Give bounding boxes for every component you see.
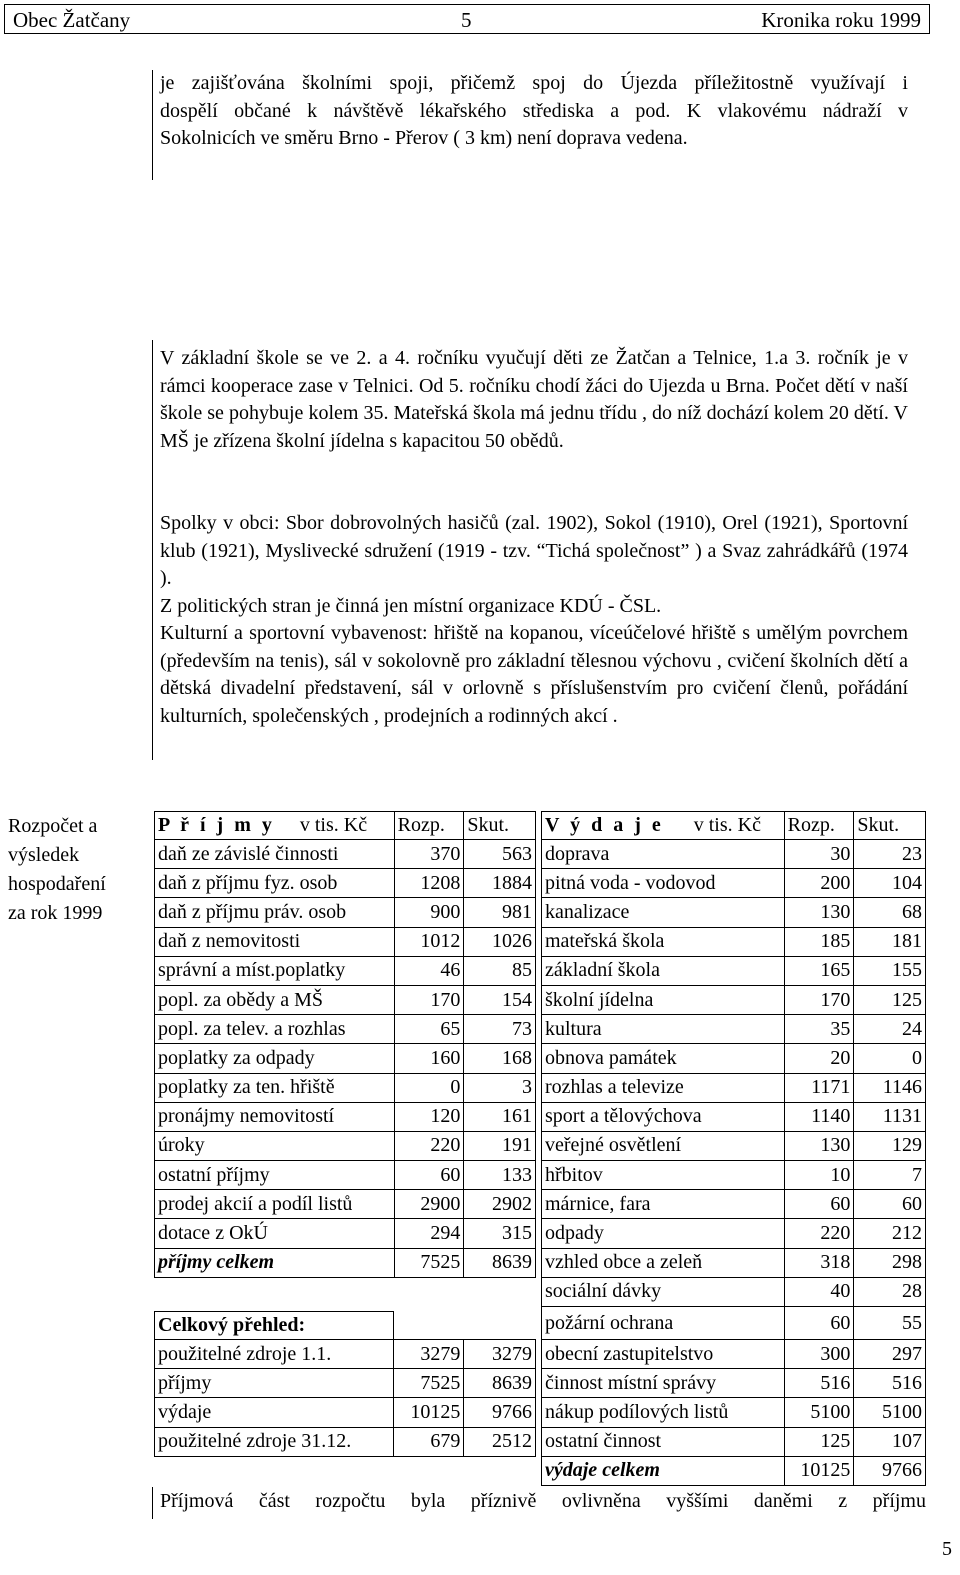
- expense-skut: 155: [854, 956, 926, 985]
- income-row: [155, 1044, 536, 1073]
- income-rozp: 370: [394, 840, 464, 869]
- expense-skut: 7: [854, 1161, 926, 1190]
- expense-rozp: 516: [784, 1369, 854, 1398]
- header-chronicle-title: Kronika roku 1999: [761, 8, 921, 32]
- overview-skut: 9766: [464, 1398, 536, 1427]
- income-item: popl. za telev. a rozhlas: [155, 1015, 395, 1044]
- income-rozp: 60: [394, 1161, 464, 1190]
- income-skut: 3: [464, 1073, 536, 1102]
- income-skut: 981: [464, 898, 536, 927]
- expense-rozp: 40: [784, 1277, 854, 1306]
- expense-rozp: 35: [784, 1015, 854, 1044]
- expense-item: školní jídelna: [542, 985, 785, 1014]
- expense-rozp: 30: [784, 840, 854, 869]
- expense-rozp: 1140: [784, 1102, 854, 1131]
- income-item: daň z příjmu fyz. osob: [155, 869, 395, 898]
- income-row: [155, 1161, 536, 1190]
- income-item: daň z příjmu práv. osob: [155, 898, 395, 927]
- expense-header-title: V ý d a j e v tis. Kč: [542, 812, 785, 840]
- expense-item: obecní zastupitelstvo: [542, 1340, 785, 1369]
- income-rozp: 1208: [394, 869, 464, 898]
- clubs-text: Spolky v obci: Sbor dobrovolných hasičů (zal. 1902), Sokol (1910), Orel (1921), Sportovní klub (1921), Myslivecké sdružení (1919 - tzv. “Tichá společnost” ) a Svaz zahrádkářů (1974 ).: [160, 512, 908, 589]
- expense-header-skut: Skut.: [854, 812, 926, 840]
- expense-row: [542, 1427, 926, 1456]
- expense-item: veřejné osvětlení: [542, 1131, 785, 1160]
- expense-rozp: 220: [784, 1219, 854, 1248]
- expense-item: márnice, fara: [542, 1190, 785, 1219]
- expense-item: vzhled obce a zeleň: [542, 1248, 785, 1277]
- expense-row: [542, 1219, 926, 1248]
- income-row: [155, 985, 536, 1014]
- expense-skut: 24: [854, 1015, 926, 1044]
- income-rozp: 0: [394, 1073, 464, 1102]
- income-skut: 1884: [464, 869, 536, 898]
- margin-line: [152, 70, 153, 180]
- income-item: příjmy celkem: [155, 1248, 395, 1277]
- expense-rozp: 165: [784, 956, 854, 985]
- income-row: [155, 1131, 536, 1160]
- expense-skut: 516: [854, 1369, 926, 1398]
- expense-row: [542, 985, 926, 1014]
- expense-rozp: 300: [784, 1340, 854, 1369]
- income-skut: 85: [464, 956, 536, 985]
- header-page-number: 5: [461, 8, 472, 32]
- income-row: [155, 840, 536, 869]
- header-village: Obec Žatčany: [13, 8, 131, 32]
- expense-skut: 23: [854, 840, 926, 869]
- expense-rozp: 170: [784, 985, 854, 1014]
- expense-row: [542, 956, 926, 985]
- income-item: poplatky za ten. hřiště: [155, 1073, 395, 1102]
- overview-rozp: 10125: [394, 1398, 464, 1427]
- expense-row: [542, 1044, 926, 1073]
- expense-skut: 0: [854, 1044, 926, 1073]
- overview-item: použitelné zdroje 31.12.: [155, 1427, 394, 1456]
- expense-rozp: 60: [784, 1190, 854, 1219]
- overview-item: použitelné zdroje 1.1.: [155, 1340, 394, 1369]
- income-rozp: 7525: [394, 1248, 464, 1277]
- expense-row: [542, 1131, 926, 1160]
- expense-item: nákup podílových listů: [542, 1398, 785, 1427]
- expense-skut: 107: [854, 1427, 926, 1456]
- expense-row: [542, 1456, 926, 1485]
- school-text: V základní škole se ve 2. a 4. ročníku vyučují děti ze Žatčan a Telnice, 1.a 3. ročník je v rámci kooperace zase v Telnici. Od 5. ročníku chodí žáci do Ujezda u Brna. Počet dětí v naší škole se pohybuje kolem 35. Mateřská škola má jednu třídu , do níž dochází kolem 20 dětí. V MŠ je zřízena školní jídelna s kapacitou 50 obědů.: [160, 347, 908, 452]
- income-table: [154, 811, 536, 1278]
- expense-item: mateřská škola: [542, 927, 785, 956]
- income-rozp: 294: [394, 1219, 464, 1248]
- income-skut: 133: [464, 1161, 536, 1190]
- income-item: úroky: [155, 1131, 395, 1160]
- expense-row: [542, 1340, 926, 1369]
- intro-line: je zajišťována školními spoji, přičemž spoj do Újezda příležitostně využívají i: [160, 72, 908, 94]
- income-skut: 1026: [464, 927, 536, 956]
- expense-item: kultura: [542, 1015, 785, 1044]
- income-item: daň z nemovitosti: [155, 927, 395, 956]
- expense-rozp: 125: [784, 1427, 854, 1456]
- expense-item: ostatní činnost: [542, 1427, 785, 1456]
- school-paragraph: [160, 345, 908, 455]
- expense-rozp: 5100: [784, 1398, 854, 1427]
- expense-skut: 1146: [854, 1073, 926, 1102]
- expense-header-rozp: Rozp.: [784, 812, 854, 840]
- income-skut: 563: [464, 840, 536, 869]
- income-row: [155, 1102, 536, 1131]
- margin-line: [152, 1487, 153, 1519]
- expense-rozp: 200: [784, 869, 854, 898]
- overview-table: [154, 1311, 536, 1457]
- expense-item: hřbitov: [542, 1161, 785, 1190]
- expense-item: doprava: [542, 840, 785, 869]
- income-row: [155, 1015, 536, 1044]
- overview-row: [155, 1369, 536, 1398]
- income-rozp: 1012: [394, 927, 464, 956]
- margin-line: [152, 340, 153, 760]
- income-row: [155, 956, 536, 985]
- expense-row: [542, 1248, 926, 1277]
- expense-item: kanalizace: [542, 898, 785, 927]
- expense-row: [542, 1015, 926, 1044]
- expense-table: [541, 811, 926, 1486]
- expense-skut: 5100: [854, 1398, 926, 1427]
- expense-row: [542, 1102, 926, 1131]
- income-item: daň ze závislé činnosti: [155, 840, 395, 869]
- expense-skut: 212: [854, 1219, 926, 1248]
- expense-skut: 297: [854, 1340, 926, 1369]
- income-header-rozp: Rozp.: [394, 812, 464, 840]
- expense-skut: 181: [854, 927, 926, 956]
- income-rozp: 170: [394, 985, 464, 1014]
- side-label-line: výsledek: [8, 844, 80, 866]
- income-item: popl. za obědy a MŠ: [155, 985, 395, 1014]
- intro-line: Sokolnicích ve směru Brno - Přerov ( 3 km) není doprava vedena.: [160, 127, 688, 149]
- income-row: [155, 927, 536, 956]
- politics-text: Z politických stran je činná jen místní organizace KDÚ - ČSL.: [160, 594, 662, 617]
- overview-skut: 8639: [464, 1369, 536, 1398]
- expense-skut: 129: [854, 1131, 926, 1160]
- expense-skut: 9766: [854, 1456, 926, 1485]
- overview-row: [155, 1340, 536, 1369]
- closing-paragraph: [160, 1488, 926, 1516]
- expense-item: sport a tělovýchova: [542, 1102, 785, 1131]
- income-skut: 73: [464, 1015, 536, 1044]
- side-label-line: hospodaření: [8, 873, 106, 895]
- expense-item: odpady: [542, 1219, 785, 1248]
- overview-item: výdaje: [155, 1398, 394, 1427]
- clubs-paragraph: [160, 510, 908, 730]
- culture-text: Kulturní a sportovní vybavenost: hřiště na kopanou, víceúčelové hřiště s umělým povrchem (především na tenis), sál v sokolovně pro základní tělesnou výchovu , cvičení školních dětí a dětská divadelní představení, sál v orlovně s příslušenstvím pro cvičení členů, pořádání kulturních, společenských , prodejních a rodinných akcí .: [160, 622, 908, 727]
- expense-item: základní škola: [542, 956, 785, 985]
- expense-item: požární ochrana: [542, 1307, 785, 1340]
- overview-row: [155, 1398, 536, 1427]
- income-header-title: P ř í j m y v tis. Kč: [155, 812, 395, 840]
- side-label-line: Rozpočet a: [8, 815, 98, 837]
- income-rozp: 2900: [394, 1190, 464, 1219]
- overview-item: příjmy: [155, 1369, 394, 1398]
- expense-skut: 55: [854, 1307, 926, 1340]
- expense-row: [542, 1369, 926, 1398]
- expense-rozp: 60: [784, 1307, 854, 1340]
- income-row: [155, 1219, 536, 1248]
- expense-row: [542, 1190, 926, 1219]
- income-rozp: 900: [394, 898, 464, 927]
- income-row: [155, 869, 536, 898]
- overview-rozp: 7525: [394, 1369, 464, 1398]
- income-rozp: 46: [394, 956, 464, 985]
- expense-item: obnova památek: [542, 1044, 785, 1073]
- expense-item: činnost místní správy: [542, 1369, 785, 1398]
- expense-skut: 125: [854, 985, 926, 1014]
- income-item: správní a míst.poplatky: [155, 956, 395, 985]
- income-row: [155, 1248, 536, 1277]
- expense-rozp: 20: [784, 1044, 854, 1073]
- side-label-line: za rok 1999: [8, 902, 103, 924]
- expense-skut: 60: [854, 1190, 926, 1219]
- expense-rozp: 130: [784, 898, 854, 927]
- income-header-row: [155, 812, 536, 840]
- overview-skut: 2512: [464, 1427, 536, 1456]
- income-row: [155, 1190, 536, 1219]
- closing-text: Příjmová část rozpočtu byla příznivě ovlivněna vyššími daněmi z příjmu: [160, 1490, 926, 1512]
- expense-row: [542, 1277, 926, 1306]
- expense-item: rozhlas a televize: [542, 1073, 785, 1102]
- income-rozp: 120: [394, 1102, 464, 1131]
- income-header-skut: Skut.: [464, 812, 536, 840]
- footer-page-number: 5: [942, 1538, 952, 1560]
- expense-row: [542, 1073, 926, 1102]
- expense-row: [542, 927, 926, 956]
- income-skut: 315: [464, 1219, 536, 1248]
- overview-row: [155, 1427, 536, 1456]
- overview-rozp: 679: [394, 1427, 464, 1456]
- expense-skut: 104: [854, 869, 926, 898]
- income-skut: 8639: [464, 1248, 536, 1277]
- expense-skut: 1131: [854, 1102, 926, 1131]
- expense-item: pitná voda - vodovod: [542, 869, 785, 898]
- budget-side-label: [8, 812, 128, 928]
- expense-item: výdaje celkem: [542, 1456, 785, 1485]
- income-skut: 2902: [464, 1190, 536, 1219]
- expense-item: sociální dávky: [542, 1277, 785, 1306]
- page-header: [4, 4, 930, 34]
- expense-rozp: 130: [784, 1131, 854, 1160]
- overview-title: Celkový přehled:: [155, 1312, 394, 1340]
- income-skut: 161: [464, 1102, 536, 1131]
- overview-title-row: [155, 1312, 536, 1340]
- expense-row: [542, 869, 926, 898]
- income-skut: 168: [464, 1044, 536, 1073]
- income-item: prodej akcií a podíl listů: [155, 1190, 395, 1219]
- expense-row: [542, 1307, 926, 1340]
- expense-skut: 298: [854, 1248, 926, 1277]
- overview-skut: 3279: [464, 1340, 536, 1369]
- income-row: [155, 1073, 536, 1102]
- expense-rozp: 1171: [784, 1073, 854, 1102]
- income-item: ostatní příjmy: [155, 1161, 395, 1190]
- expense-header-row: [542, 812, 926, 840]
- income-item: pronájmy nemovitostí: [155, 1102, 395, 1131]
- income-skut: 154: [464, 985, 536, 1014]
- income-rozp: 220: [394, 1131, 464, 1160]
- expense-row: [542, 1398, 926, 1427]
- expense-rozp: 318: [784, 1248, 854, 1277]
- income-rozp: 65: [394, 1015, 464, 1044]
- income-row: [155, 898, 536, 927]
- overview-rozp: 3279: [394, 1340, 464, 1369]
- expense-row: [542, 840, 926, 869]
- expense-rozp: 10125: [784, 1456, 854, 1485]
- expense-skut: 28: [854, 1277, 926, 1306]
- income-skut: 191: [464, 1131, 536, 1160]
- intro-line: dospělí občané k návštěvě lékařského střediska a pod. K vlakovému nádraží v: [160, 99, 908, 122]
- expense-rozp: 185: [784, 927, 854, 956]
- expense-rozp: 10: [784, 1161, 854, 1190]
- expense-skut: 68: [854, 898, 926, 927]
- expense-row: [542, 898, 926, 927]
- intro-paragraph: [160, 70, 908, 153]
- income-rozp: 160: [394, 1044, 464, 1073]
- income-item: poplatky za odpady: [155, 1044, 395, 1073]
- expense-row: [542, 1161, 926, 1190]
- income-item: dotace z OkÚ: [155, 1219, 395, 1248]
